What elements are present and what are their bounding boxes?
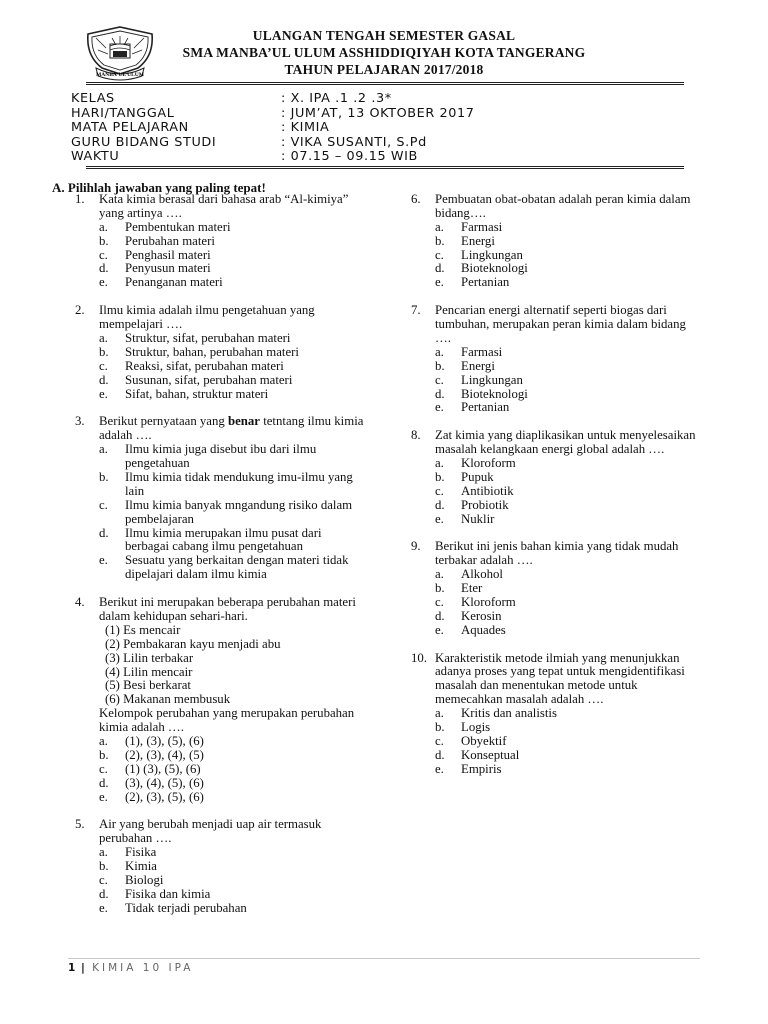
option-b: b. Eter <box>435 581 483 596</box>
info-value: : X. IPA .1 .2 .3* <box>281 91 392 106</box>
option-d: d. Ilmu kimia merupakan ilmu pusat dari berbagai cabang ilmu pengetahuan <box>99 525 322 554</box>
option-b: b. Pupuk <box>435 469 494 484</box>
header-divider <box>86 82 684 85</box>
info-value: : VIKA SUSANTI, S.Pd <box>281 134 427 150</box>
option-d: d. Penyusun materi <box>99 261 211 276</box>
left-column <box>75 193 365 930</box>
statement-item: (1) Es mencair <box>105 622 181 637</box>
question-stem: Zat kimia yang diaplikasikan untuk menyelesaikan masalah kelangkaan energi global adalah …. <box>435 428 696 457</box>
academic-year: TAHUN PELAJARAN 2017/2018 <box>284 62 484 77</box>
option-a: a. Alkohol <box>435 567 503 582</box>
question-stem: Air yang berubah menjadi uap air termasuk perubahan …. <box>99 817 322 846</box>
option-e: e. Empiris <box>435 761 502 776</box>
exam-info <box>71 92 474 165</box>
footer-subject: KIMIA 10 IPA <box>92 962 194 974</box>
option-b: b. Struktur, bahan, perubahan materi <box>99 344 299 359</box>
question-9 <box>411 540 701 637</box>
question-stem: Ilmu kimia adalah ilmu pengetahuan yang mempelajari …. <box>99 303 315 332</box>
option-e: e. Pertanian <box>435 400 510 415</box>
info-value: : KIMIA <box>281 120 330 136</box>
question-number: 10. <box>411 650 427 665</box>
option-a: a. Ilmu kimia juga disebut ibu dari ilmu pengetahuan <box>99 442 317 471</box>
option-e: e. Nuklir <box>435 511 495 526</box>
option-d: d. Bioteknologi <box>435 261 528 276</box>
option-c: c. Biologi <box>99 872 164 887</box>
emphasis-text: benar <box>228 414 260 429</box>
info-row <box>71 92 474 107</box>
option-e: e. Pertanian <box>435 275 510 290</box>
question-stem: Karakteristik metode ilmiah yang menunjukkan adanya proses yang tepat untuk mengidentifikasi masalah dan menentukan metode untuk memecahkan masalah adalah …. <box>435 650 685 707</box>
option-d: d. Bioteknologi <box>435 386 528 401</box>
question-stem: Berikut ini jenis bahan kimia yang tidak mudah terbakar adalah …. <box>435 539 679 568</box>
info-value: : 07.15 – 09.15 WIB <box>281 149 418 165</box>
option-b: b. Energi <box>435 233 495 248</box>
question-number: 1. <box>75 192 85 206</box>
info-label: KELAS <box>71 91 115 106</box>
question-8 <box>411 429 701 526</box>
question-stem: Pencarian energi alternatif seperti biogas dari tumbuhan, merupakan peran kimia dalam bidang …. <box>435 303 686 345</box>
question-stem: Berikut ini merupakan beberapa perubahan materi dalam kehidupan sehari-hari. <box>99 595 356 623</box>
option-e: e. (2), (3), (5), (6) <box>99 789 204 804</box>
question-number: 7. <box>411 303 421 318</box>
question-number: 6. <box>411 192 421 206</box>
option-a: a. Struktur, sifat, perubahan materi <box>99 330 291 345</box>
info-row <box>71 121 474 136</box>
option-b: b. Energi <box>435 358 495 373</box>
info-divider <box>86 166 684 169</box>
option-d: d. Kerosin <box>435 608 502 623</box>
question-stem: Kata kimia berasal dari bahasa arab “Al-kimiya” yang artinya …. <box>99 192 349 220</box>
option-c: c. Penghasil materi <box>99 247 211 262</box>
question-1 <box>75 193 365 290</box>
question-number: 2. <box>75 303 85 318</box>
option-c: c. (1) (3), (5), (6) <box>99 761 201 776</box>
section-heading: A. Pilihlah jawaban yang paling tepat! <box>52 180 266 195</box>
question-5 <box>75 818 365 915</box>
question-stem: Pembuatan obat-obatan adalah peran kimia dalam bidang…. <box>435 192 691 220</box>
info-value: : JUM’AT, 13 OKTOBER 2017 <box>281 105 475 121</box>
option-b: b. Kimia <box>99 859 157 874</box>
option-d: d. Konseptual <box>435 747 520 762</box>
exam-title: ULANGAN TENGAH SEMESTER GASAL <box>252 28 516 43</box>
option-b: b. Perubahan materi <box>99 233 215 248</box>
option-c: c. Reaksi, sifat, perubahan materi <box>99 358 284 373</box>
option-b: b. Ilmu kimia tidak mendukung imu-ilmu yang lain <box>99 469 353 498</box>
question-number: 4. <box>75 595 85 610</box>
statement-item: (4) Lilin mencair <box>105 664 193 679</box>
option-e: e. Sifat, bahan, struktur materi <box>99 386 269 401</box>
right-column <box>411 193 701 791</box>
logo-text: MANBA'UL ULUM <box>96 72 144 78</box>
school-name: SMA MANBA’UL ULUM ASSHIDDIQIYAH KOTA TANGERANG <box>182 45 586 60</box>
question-6 <box>411 193 701 290</box>
question-number: 9. <box>411 539 421 554</box>
statement-item: (2) Pembakaran kayu menjadi abu <box>105 636 281 651</box>
option-d: d. Fisika dan kimia <box>99 886 211 901</box>
question-number: 5. <box>75 817 85 832</box>
question-stem: Berikut pernyataan yang benar tetntang ilmu kimia adalah …. <box>99 414 364 443</box>
option-e: e. Tidak terjadi perubahan <box>99 900 247 915</box>
option-d: d. (3), (4), (5), (6) <box>99 775 204 790</box>
info-label: HARI/TANGGAL <box>71 105 175 121</box>
info-row <box>71 150 474 165</box>
page-number: 1 | <box>68 962 86 974</box>
option-e: e. Penanganan materi <box>99 275 223 290</box>
footer-divider <box>68 958 700 959</box>
option-e: e. Sesuatu yang berkaitan dengan materi tidak dipelajari dalam ilmu kimia <box>99 553 349 582</box>
option-c: c. Antibiotik <box>435 483 514 498</box>
info-row <box>71 107 474 122</box>
option-e: e. Aquades <box>435 622 506 637</box>
question-2 <box>75 304 365 401</box>
question-4 <box>75 596 365 804</box>
option-c: c. Lingkungan <box>435 247 523 262</box>
question-stem-continued: Kelompok perubahan yang merupakan perubahan kimia adalah …. <box>99 706 355 735</box>
question-number: 8. <box>411 428 421 443</box>
option-d: d. Susunan, sifat, perubahan materi <box>99 372 293 387</box>
option-a: a. Farmasi <box>435 219 503 234</box>
question-3 <box>75 415 365 582</box>
option-c: c. Ilmu kimia banyak mngandung risiko dalam pembelajaran <box>99 497 353 526</box>
question-7 <box>411 304 701 415</box>
option-a: a. (1), (3), (5), (6) <box>99 734 204 749</box>
info-label: MATA PELAJARAN <box>71 120 189 136</box>
option-d: d. Probiotik <box>435 497 509 512</box>
statement-item: (6) Makanan membusuk <box>105 692 231 707</box>
option-c: c. Lingkungan <box>435 372 523 387</box>
option-a: a. Fisika <box>99 845 157 860</box>
statement-item: (3) Lilin terbakar <box>105 650 194 665</box>
option-b: b. Logis <box>435 720 491 735</box>
option-a: a. Kritis dan analistis <box>435 706 557 721</box>
option-a: a. Kloroform <box>435 456 516 471</box>
option-c: c. Obyektif <box>435 733 507 748</box>
statement-item: (5) Besi berkarat <box>105 678 191 693</box>
info-label: GURU BIDANG STUDI <box>71 134 217 150</box>
option-b: b. (2), (3), (4), (5) <box>99 747 204 762</box>
info-label: WAKTU <box>71 149 120 165</box>
option-a: a. Farmasi <box>435 344 503 359</box>
page-footer <box>68 962 193 974</box>
question-10 <box>411 652 701 777</box>
option-c: c. Kloroform <box>435 594 516 609</box>
question-number: 3. <box>75 414 85 429</box>
option-a: a. Pembentukan materi <box>99 219 231 234</box>
info-row <box>71 136 474 151</box>
